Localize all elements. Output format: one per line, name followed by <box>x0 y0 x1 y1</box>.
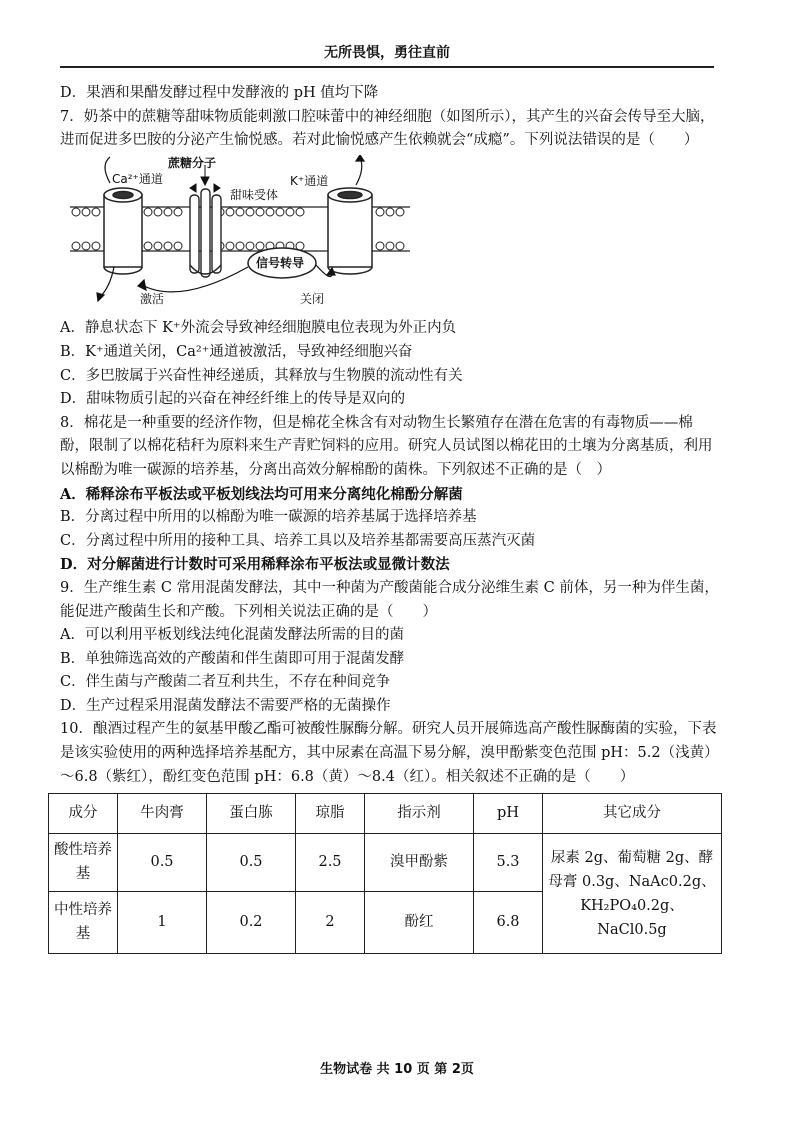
q7-option-b: B．K⁺通道关闭，Ca²⁺通道被激活，导致神经细胞兴奋 <box>60 343 413 360</box>
q8-stem: 8．棉花是一种重要的经济作物，但是棉花全株含有对动物生长繁殖存在潜在危害的有毒物质——棉酚，限制了以棉花秸秆为原料来生产青贮饲料的应用。研究人员试图以棉花田的土壤为分离基质，利用以棉酚为唯一碳源的培养基，分离出高效分解棉酚的菌株。下列叙述不正确的是（ ） <box>60 414 713 478</box>
q10-stem: 10．酿酒过程产生的氨基甲酸乙酯可被酸性脲酶分解。研究人员开展筛选高产酸性脲酶菌的实验，下表是该实验使用的两种选择培养基配方，其中尿素在高温下易分解，溴甲酚紫变色范围 pH：5.2（浅黄）～6.8（紫红），酚红变色范围 pH：6.8（黄）～8.4（红）。相关叙述不正确的是（ ） <box>60 721 719 785</box>
th-agar: 琼脂 <box>296 794 365 834</box>
label-activate: 激活 <box>140 291 165 305</box>
table-row <box>49 834 722 892</box>
q9-option-c: C．伴生菌与产酸菌二者互利共生，不存在种间竞争 <box>60 674 391 691</box>
cell-beef: 1 <box>118 892 207 954</box>
q8-option-d: D．对分解菌进行计数时可采用稀释涂布平板法或显微计数法 <box>60 556 450 574</box>
cell-agar: 2.5 <box>296 834 365 892</box>
medium-table <box>48 793 722 954</box>
label-close: 关闭 <box>300 291 325 305</box>
ca-channel <box>104 188 142 274</box>
taste-cell-membrane-diagram <box>70 155 410 305</box>
cell-name: 中性培养基 <box>49 892 118 954</box>
table-header-row <box>49 794 722 834</box>
cell-ph: 5.3 <box>474 834 543 892</box>
cell-peptone: 0.2 <box>207 892 296 954</box>
page-header <box>60 42 714 68</box>
q7-option-a: A．静息状态下 K⁺外流会导致神经细胞膜电位表现为外正内负 <box>60 320 457 337</box>
cell-beef: 0.5 <box>118 834 207 892</box>
cell-ph: 6.8 <box>474 892 543 954</box>
question-7 <box>60 106 720 412</box>
k-efflux-arrow <box>356 155 364 185</box>
q8-option-b: B．分离过程中所用的以棉酚为唯一碳源的培养基属于选择培养基 <box>60 509 477 526</box>
page-content <box>54 82 720 954</box>
question-9 <box>60 577 720 719</box>
th-ph: pH <box>474 794 543 834</box>
page-footer <box>0 1058 794 1077</box>
cell-agar: 2 <box>296 892 365 954</box>
label-sucrose: 蔗糖分子 <box>168 155 217 170</box>
th-beef: 牛肉膏 <box>118 794 207 834</box>
q8-option-a: A．稀释涂布平板法或平板划线法均可用来分离纯化棉酚分解菌 <box>60 485 463 503</box>
q9-option-d: D．生产过程采用混菌发酵法不需要严格的无菌操作 <box>60 697 391 714</box>
th-component: 成分 <box>49 794 118 834</box>
th-other: 其它成分 <box>543 794 722 834</box>
header-title: 无所畏惧，勇往直前 <box>324 45 450 61</box>
th-peptone: 蛋白胨 <box>207 794 296 834</box>
label-k-channel: K⁺通道 <box>290 173 329 188</box>
footer-text: 生物试卷 共 10 页 第 2页 <box>320 1062 474 1077</box>
label-ca-channel: Ca²⁺通道 <box>112 171 163 186</box>
th-indicator: 指示剂 <box>365 794 474 834</box>
cell-other: 尿素 2g、葡萄糖 2g、酵母膏 0.3g、NaAc0.2g、KH₂PO₄0.2g、NaCl0.5g <box>543 834 722 954</box>
cell-indicator: 溴甲酚紫 <box>365 834 474 892</box>
q7-option-c: C．多巴胺属于兴奋性神经递质，其释放与生物膜的流动性有关 <box>60 367 463 384</box>
cell-peptone: 0.5 <box>207 834 296 892</box>
q9-option-a: A．可以利用平板划线法纯化混菌发酵法所需的目的菌 <box>60 627 404 644</box>
k-channel <box>328 188 372 274</box>
label-signal: 信号转导 <box>256 255 305 270</box>
cell-indicator: 酚红 <box>365 892 474 954</box>
question-8 <box>60 412 720 577</box>
sweet-receptor <box>190 189 221 277</box>
q8-option-c: C．分离过程中所用的接种工具、培养工具以及培养基都需要高压蒸汽灭菌 <box>60 532 536 549</box>
q7-stem: 7．奶茶中的蔗糖等甜味物质能刺激口腔味蕾中的神经细胞（如图所示），其产生的兴奋会传导至大脑，进而促进多巴胺的分泌产生愉悦感。若对此愉悦感产生依赖就会“成瘾”。下列说法错误的是（ ） <box>60 108 715 149</box>
q9-stem: 9．生产维生素 C 常用混菌发酵法，其中一种菌为产酸菌能合成分泌维生素 C 前体，另一种为伴生菌，能促进产酸菌生长和产酸。下列相关说法正确的是（ ） <box>60 579 719 620</box>
question-10 <box>54 718 720 954</box>
q7-option-d: D．甜味物质引起的兴奋在神经纤维上的传导是双向的 <box>60 391 406 408</box>
cell-name: 酸性培养基 <box>49 834 118 892</box>
q9-option-b: B．单独筛选高效的产酸菌和伴生菌即可用于混菌发酵 <box>60 650 405 667</box>
label-receptor: 甜味受体 <box>230 187 279 202</box>
q6-option-d: D．果酒和果醋发酵过程中发酵液的 pH 值均下降 <box>60 85 379 101</box>
